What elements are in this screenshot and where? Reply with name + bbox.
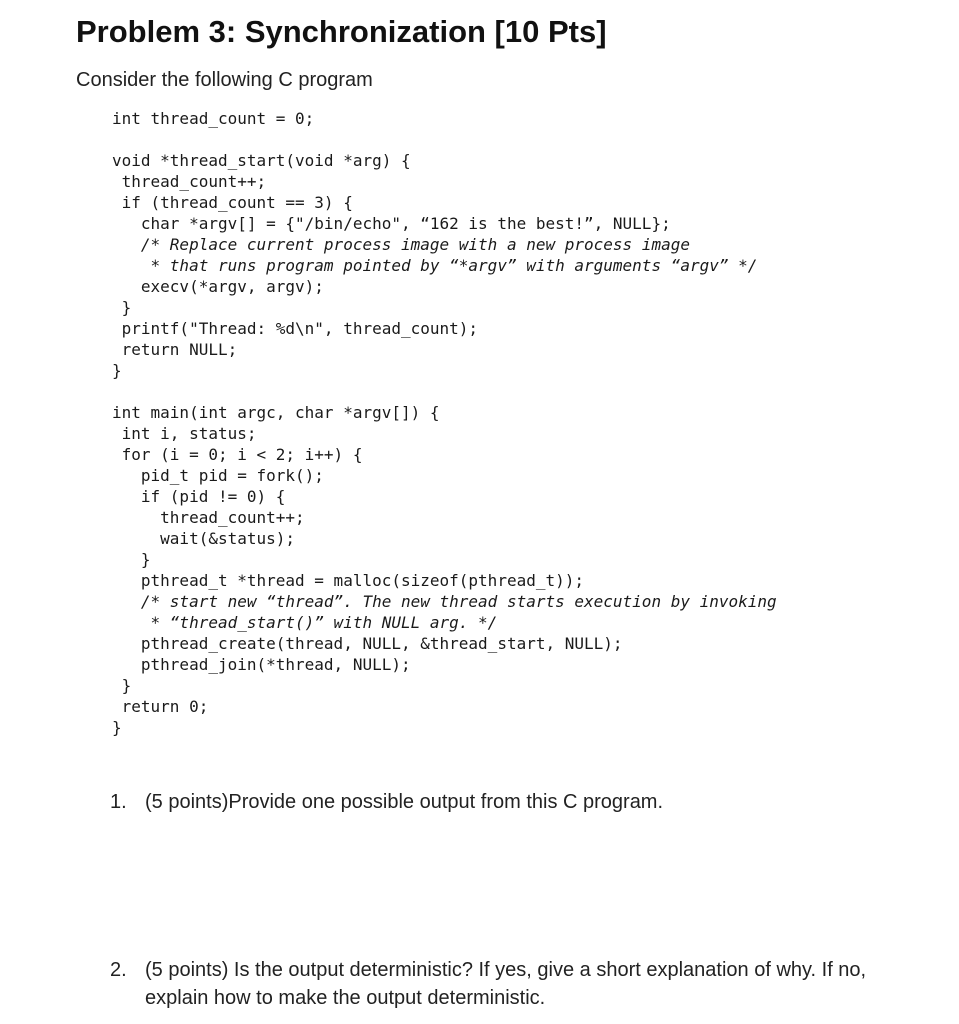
code-block bbox=[112, 108, 832, 738]
question-1 bbox=[110, 788, 930, 816]
code-line: for (i = 0; i < 2; i++) { bbox=[112, 445, 363, 464]
code-line: * that runs program pointed by “*argv” with arguments “argv” */ bbox=[112, 256, 758, 275]
code-line: * “thread_start()” with NULL arg. */ bbox=[112, 613, 498, 632]
code-line: pthread_t *thread = malloc(sizeof(pthread_t)); bbox=[112, 571, 585, 590]
question-number: 1. bbox=[110, 791, 127, 813]
code-line: } bbox=[112, 298, 132, 317]
code-line: } bbox=[112, 550, 151, 569]
code-line: execv(*argv, argv); bbox=[112, 277, 324, 296]
code-line: pthread_create(thread, NULL, &thread_start, NULL); bbox=[112, 634, 623, 653]
code-line: /* start new “thread”. The new thread starts execution by invoking bbox=[112, 592, 777, 611]
question-text: (5 points) Is the output deterministic? If yes, give a short explanation of why. If no, explain how to make the output deterministic. bbox=[145, 959, 867, 1009]
code-line: if (pid != 0) { bbox=[112, 487, 286, 506]
code-line: /* Replace current process image with a new process image bbox=[112, 235, 690, 254]
code-line: printf("Thread: %d\n", thread_count); bbox=[112, 319, 479, 338]
code-line: if (thread_count == 3) { bbox=[112, 193, 353, 212]
question-number: 2. bbox=[110, 959, 127, 981]
intro-text: Consider the following C program bbox=[76, 69, 373, 91]
code-blank-line bbox=[112, 129, 832, 150]
code-blank-line bbox=[112, 381, 832, 402]
code-line: } bbox=[112, 718, 122, 737]
code-line: thread_count++; bbox=[112, 508, 305, 527]
question-2 bbox=[110, 956, 930, 1012]
code-line: wait(&status); bbox=[112, 529, 296, 548]
code-line: int main(int argc, char *argv[]) { bbox=[112, 403, 440, 422]
code-line: int thread_count = 0; bbox=[112, 109, 315, 128]
question-text: (5 points)Provide one possible output from this C program. bbox=[145, 791, 664, 813]
code-line: pthread_join(*thread, NULL); bbox=[112, 655, 411, 674]
code-line: char *argv[] = {"/bin/echo", “162 is the best!”, NULL}; bbox=[112, 214, 671, 233]
code-line: } bbox=[112, 676, 132, 695]
code-line: int i, status; bbox=[112, 424, 257, 443]
code-line: return NULL; bbox=[112, 340, 238, 359]
code-line: pid_t pid = fork(); bbox=[112, 466, 324, 485]
code-line: return 0; bbox=[112, 697, 209, 716]
problem-title: Problem 3: Synchronization [10 Pts] bbox=[76, 14, 607, 49]
code-line: } bbox=[112, 361, 122, 380]
code-line: thread_count++; bbox=[112, 172, 267, 191]
code-line: void *thread_start(void *arg) { bbox=[112, 151, 411, 170]
